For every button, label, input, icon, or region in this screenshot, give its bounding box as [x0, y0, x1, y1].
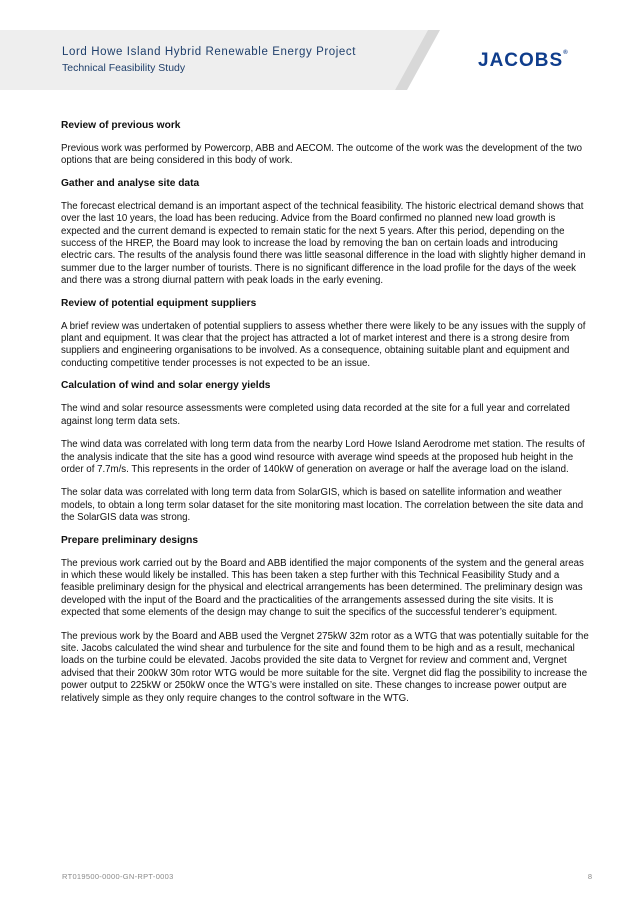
section-heading: Review of potential equipment suppliers	[61, 297, 257, 309]
logo-text: JACOBS	[478, 50, 564, 71]
header-band-left-panel	[0, 30, 428, 90]
section-energy-yields	[61, 379, 591, 524]
paragraph: The forecast electrical demand is an important aspect of the technical feasibility. The historic electrical demand shows that over the last 10 years, the load has been reducing. Advice from the Board confirmed no planned new load growth is expected and the current demand is expected to remain static for the next 5 years. After this period, depending on the success of the HREP, the Board may look to increase the load by removing the ban on certain loads and introducing electric cars. The results of the analysis found there was little seasonal difference in the load with slightly higher demand in summer due to the larger number of tourists. There is no significant difference in the load profile for the days of the week and there was a strong diurnal pattern with peak loads in the early evening.	[61, 200, 586, 287]
jacobs-logo	[478, 50, 568, 72]
section-heading: Review of previous work	[61, 120, 181, 131]
paragraph: The solar data was correlated with long term data from SolarGIS, which is based on satellite information and weather models, to obtain a long term solar dataset for the site monitoring mast location. The correlation between the site data and the SolarGIS data was strong.	[61, 487, 584, 524]
document-reference: RT019500-0000-GN-RPT-0003	[62, 872, 174, 881]
section-heading: Prepare preliminary designs	[61, 534, 199, 546]
section-gather-site-data	[61, 177, 591, 288]
paragraph: The wind data was correlated with long term data from the nearby Lord Howe Island Aerodrome met station. The results of the analysis indicate that the site has a good wind resource with average wind speeds at the proposed hub height in the order of 7.7m/s. This represents in the order of 140kW of generation on average or half the average load on the island.	[61, 439, 585, 475]
section-heading: Gather and analyse site data	[61, 177, 200, 189]
section-review-previous-work	[61, 119, 591, 168]
section-equipment-suppliers	[61, 297, 591, 371]
paragraph: Previous work was performed by Powercorp, ABB and AECOM. The outcome of the work was the development of the two options that are being considered in this body of work.	[61, 143, 583, 167]
document-subtitle: Technical Feasibility Study	[62, 62, 186, 74]
paragraph: The previous work by the Board and ABB used the Vergnet 275kW 32m rotor as a WTG that was potentially suitable for the site. Jacobs calculated the wind shear and turbulence for the site and found them to be high and as a result, mechanical loads on the turbine could be elevated. Jacobs provided the site data to Vergnet for review and comment and, Vergnet advised that their 200kW 30m rotor WTG would be more suitable for the site. Vergnet did flag the possibility to increase the power output to 225kW or 250kW once the WTG’s were installed on site. These changes to increase power output are relatively simple as they only require changes to the control software in the WTG.	[61, 630, 589, 704]
page-number: 8	[587, 872, 592, 881]
paragraph: A brief review was undertaken of potential suppliers to assess whether there were likely to be any issues with the supply of plant and equipment. It was clear that the project has attracted a lot of market interest and there is a strong desire from suppliers and engineering organisations to be involved. As a consequence, obtaining suitable plant and equipment and conducting competitive tender processes is not expected to be an issue.	[61, 320, 586, 369]
document-body	[61, 119, 591, 714]
paragraph: The previous work carried out by the Board and ABB identified the major components of the system and the general areas in which these would likely be installed. This has been taken a step further with this Technical Feasibility Study and a feasible preliminary design for the physical and electrical arrangements has been determined. The preliminary design was developed with the input of the Board and the practicalities of the arrangements assessed during the site visits. It is expected that some elements of the design may change to suit the specifics of the successful tenderer’s equipment.	[61, 557, 584, 619]
section-preliminary-designs	[61, 534, 591, 705]
section-heading: Calculation of wind and solar energy yields	[61, 380, 271, 392]
project-title: Lord Howe Island Hybrid Renewable Energy Project	[62, 46, 357, 58]
logo-registered-mark: ®	[563, 50, 568, 56]
paragraph: The wind and solar resource assessments were completed using data recorded at the site for a full year and correlated against long term data sets.	[61, 403, 570, 427]
